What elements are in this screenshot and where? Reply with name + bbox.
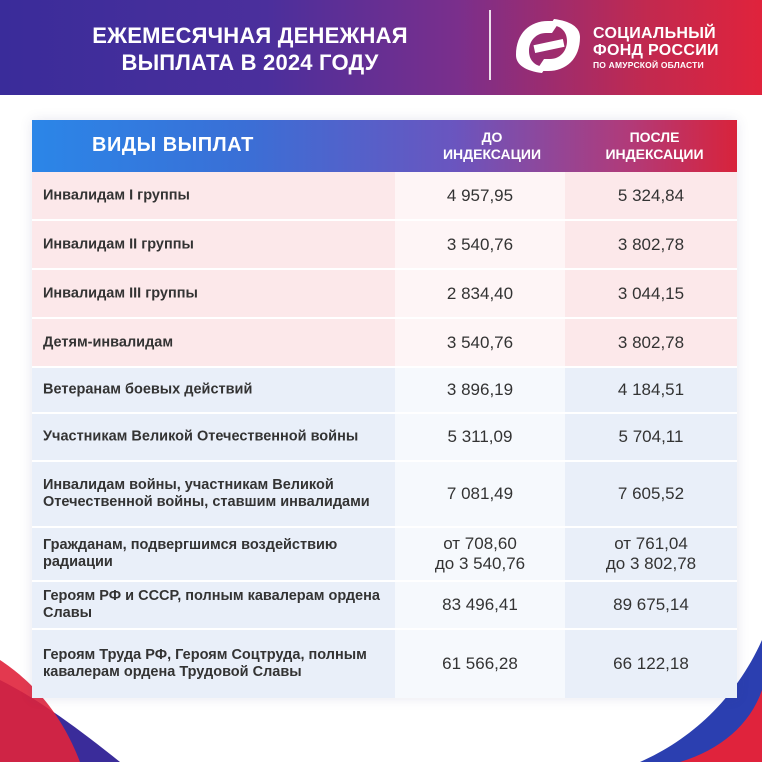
amount-before-to: до 3 540,76: [434, 554, 526, 573]
payment-type: Ветеранам боевых действий: [43, 381, 253, 398]
amount-before: 5 311,09: [447, 427, 513, 446]
amount-after: 7 605,52: [617, 484, 685, 503]
payment-type: Инвалидам II группы: [43, 236, 194, 252]
organization-name: [593, 25, 719, 71]
amount-before: 7 081,49: [446, 484, 514, 503]
amount-before-from: от 708,60: [443, 534, 517, 553]
payment-type: Участникам Великой Отечественной войны: [43, 428, 359, 445]
table-row: [32, 630, 737, 698]
amount-before: 4 957,95: [446, 185, 514, 205]
payment-type: Гражданам, подвергшимся воздействию радиации: [43, 537, 338, 570]
amount-before: 3 540,76: [446, 234, 514, 254]
amount-before: 61 566,28: [442, 654, 518, 673]
payment-type: Детям-инвалидам: [43, 334, 174, 350]
column-header-after-line1: ПОСЛЕ: [629, 129, 680, 145]
column-header-before: [407, 129, 577, 163]
payment-type: Героям РФ и СССР, полным кавалерам ордена Славы: [43, 588, 380, 621]
header-banner: [0, 0, 762, 95]
title-line-1: ЕЖЕМЕСЯЧНАЯ ДЕНЕЖНАЯ: [92, 23, 408, 48]
title-line-2: ВЫПЛАТА В 2024 ГОДУ: [121, 50, 379, 75]
amount-before: 3 540,76: [446, 332, 514, 352]
amount-before: 2 834,40: [446, 283, 514, 303]
org-line-2: ФОНД РОССИИ: [593, 42, 719, 59]
table-row: [32, 319, 737, 368]
page-title: [40, 22, 460, 76]
table-row: [32, 172, 737, 221]
org-line-3: ПО АМУРСКОЙ ОБЛАСТИ: [593, 60, 704, 70]
table-header: [32, 120, 737, 172]
table-row: [32, 221, 737, 270]
table-row: [32, 528, 737, 582]
header-divider: [489, 10, 491, 80]
column-header-after: [572, 129, 737, 163]
amount-after: 3 802,78: [617, 234, 685, 254]
amount-after: 5 324,84: [617, 185, 685, 205]
payment-type: Инвалидам III группы: [43, 285, 198, 301]
column-header-before-line2: ИНДЕКСАЦИИ: [442, 146, 542, 162]
amount-after: 3 044,15: [617, 283, 685, 303]
column-header-types: ВИДЫ ВЫПЛАТ: [92, 134, 254, 156]
amount-after-range: [565, 534, 737, 574]
amount-after: 5 704,11: [618, 427, 684, 446]
amount-after: 66 122,18: [613, 654, 689, 673]
org-line-1: СОЦИАЛЬНЫЙ: [593, 25, 716, 42]
payment-type: Инвалидам I группы: [43, 187, 190, 203]
table-row: [32, 414, 737, 462]
column-header-after-line2: ИНДЕКСАЦИИ: [605, 146, 704, 162]
payment-type: Героям Труда РФ, Героям Соцтруда, полным кавалерам ордена Трудовой Славы: [43, 647, 367, 680]
sfr-logo-icon: [512, 15, 584, 77]
table-row: [32, 368, 737, 414]
payment-type: Инвалидам войны, участникам Великой Отечественной войны, ставшим инвалидами: [43, 477, 370, 510]
payments-table: [32, 120, 737, 698]
amount-before-range: [395, 534, 565, 574]
amount-before: 83 496,41: [442, 595, 518, 614]
table-row: [32, 462, 737, 528]
amount-after: 89 675,14: [613, 595, 689, 614]
amount-before: 3 896,19: [446, 380, 514, 399]
amount-after-from: от 761,04: [614, 534, 688, 553]
amount-after-to: до 3 802,78: [605, 554, 697, 573]
amount-after: 3 802,78: [617, 332, 685, 352]
table-row: [32, 270, 737, 319]
amount-after: 4 184,51: [617, 380, 685, 399]
column-header-before-line1: ДО: [481, 129, 503, 145]
table-row: [32, 582, 737, 630]
